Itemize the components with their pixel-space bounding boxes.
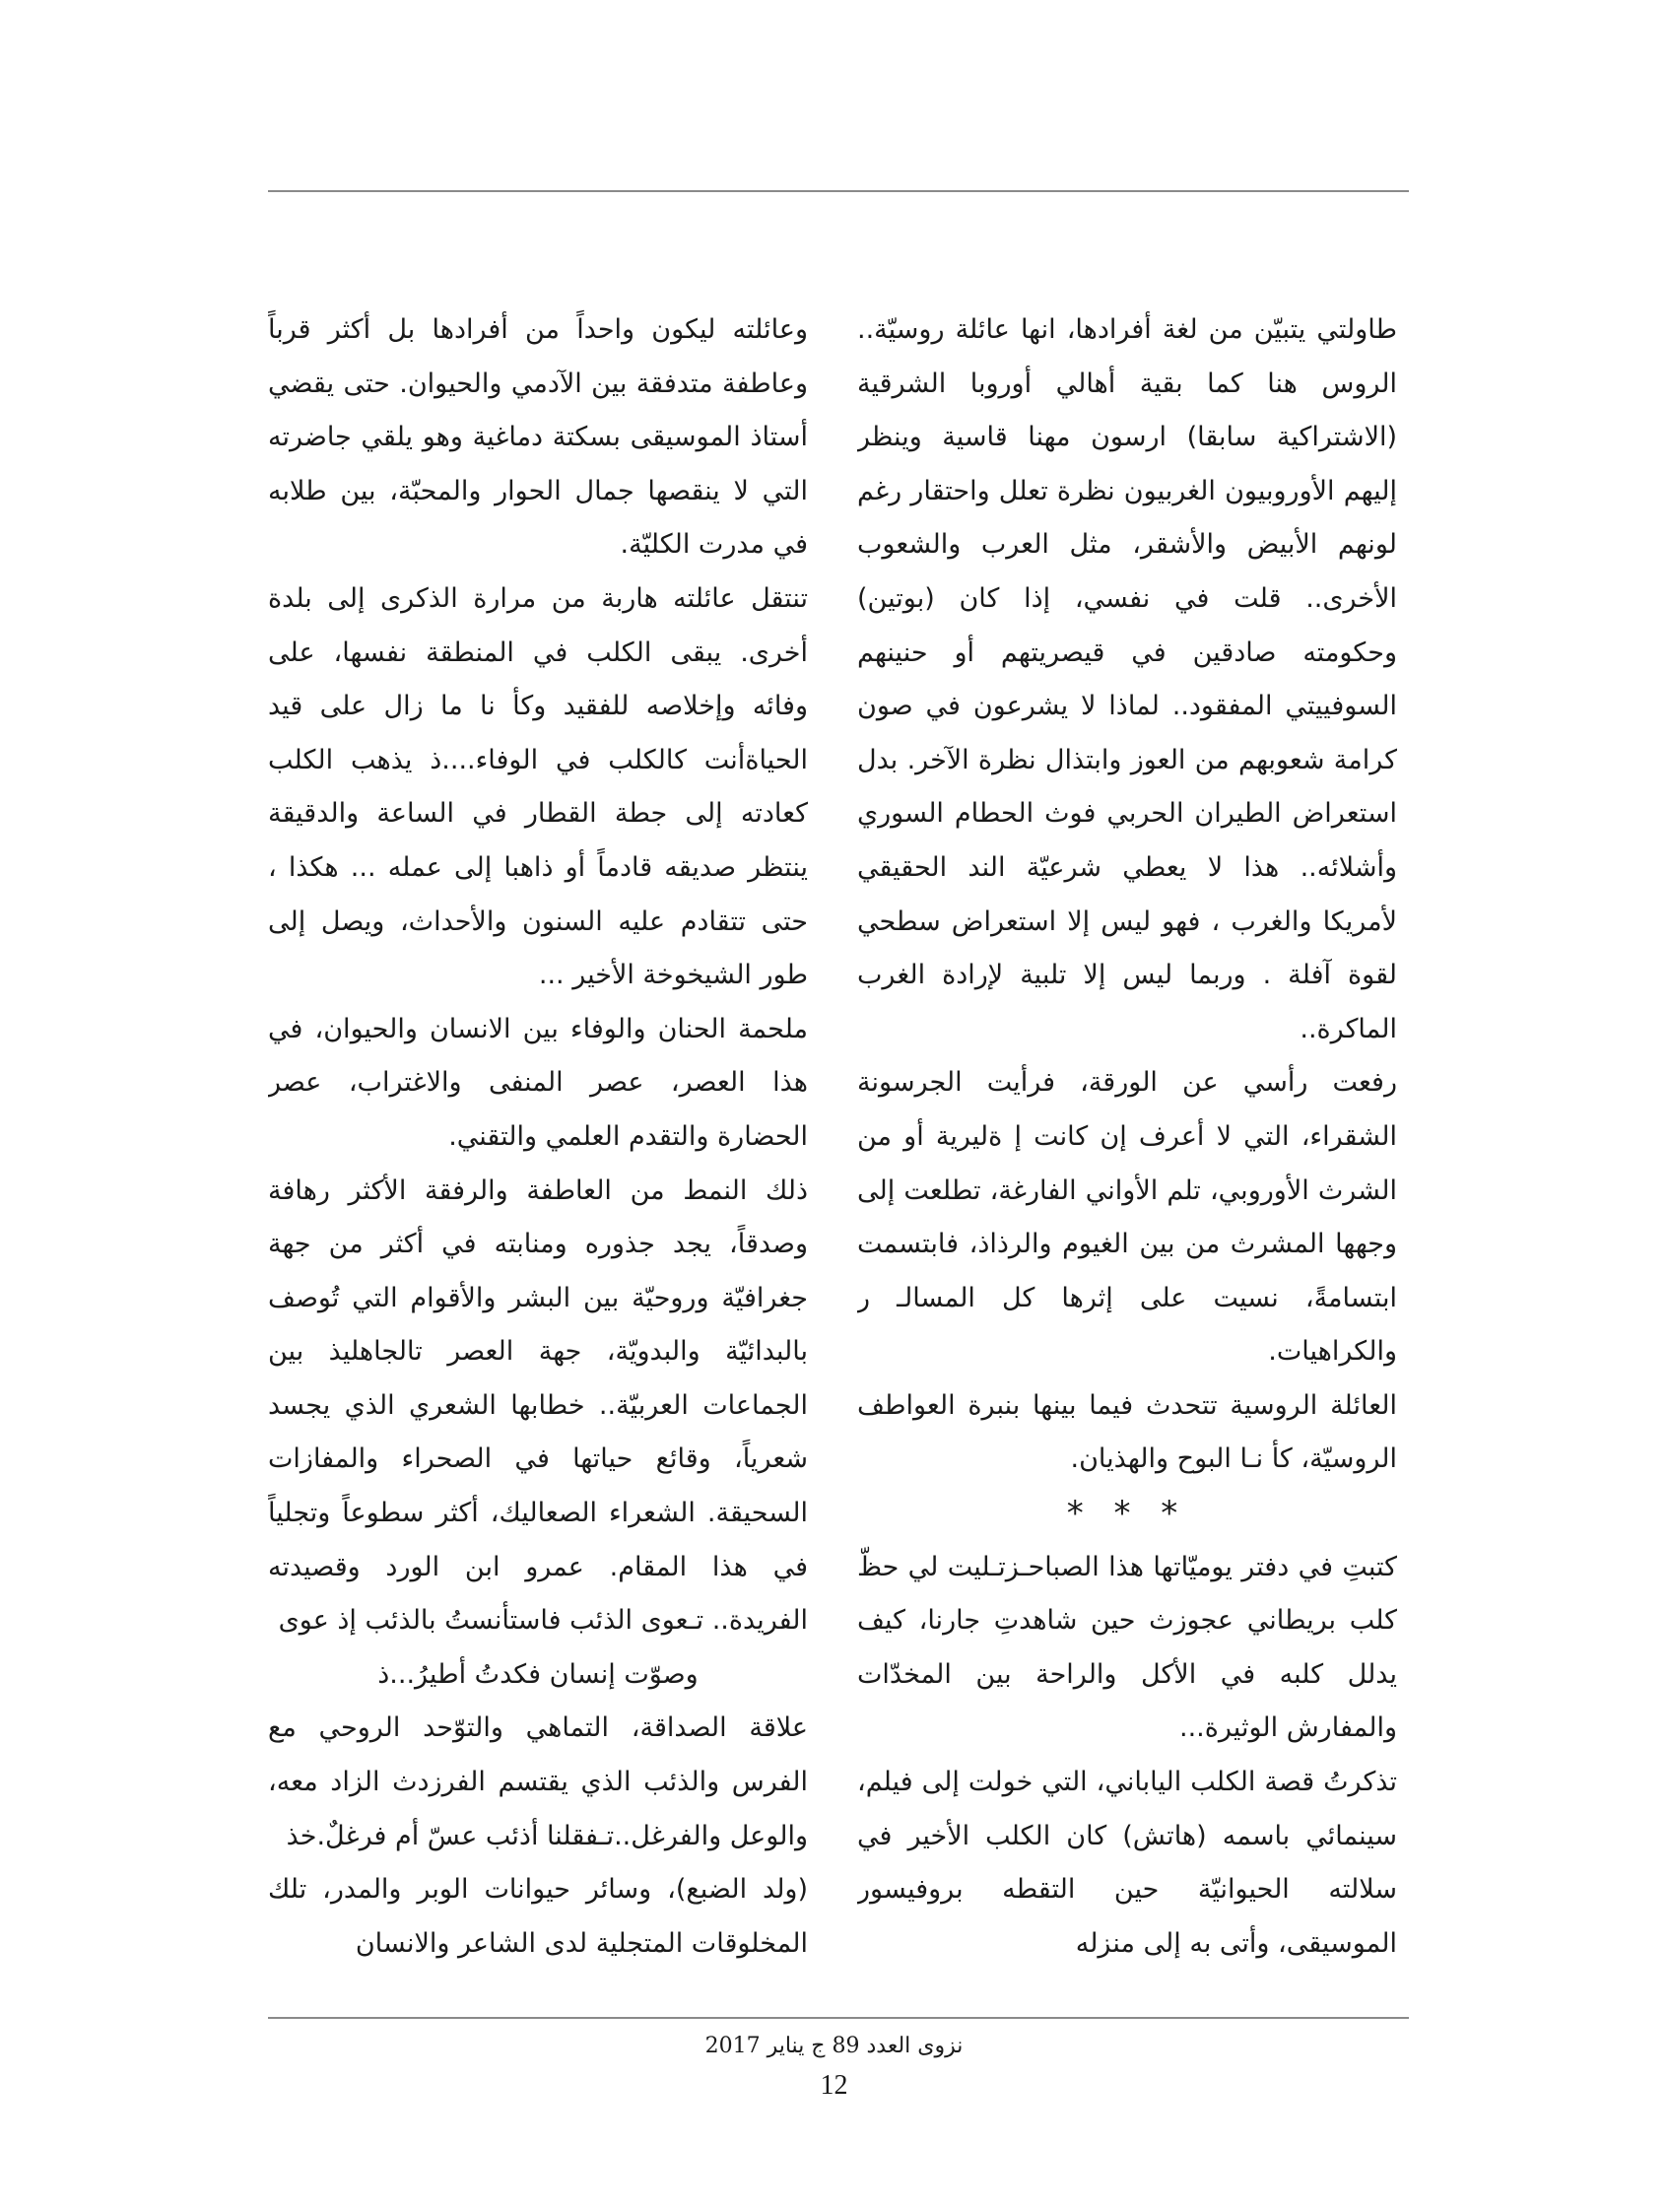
- section-separator: * * *: [1066, 1494, 1188, 1534]
- paragraph-right-2: رفعت رأسي عن الورقة، فرأيت الجرسونة الشقراء، التي لا أعرف إن كانت إ ةليرية أو من الشرث الأوروبي، تلم الأواني الفارغة، تطلعت إلى وجهها المشرث من بين الغيوم والرذاذ، فابتسمت ابتسامةً، نسيت على إثرها كل المسالـ ر والكراهيات.: [857, 1067, 1397, 1368]
- paragraph-right-5: تذكرتُ قصة الكلب الياباني، التي خولت إلى فيلم، سينمائي باسمه (هاتش) كان الكلب الأخير في سلالته الحيوانيّة حين التقطه بروفيسور الموسيقى، وأتى به إلى منزله: [857, 1767, 1397, 1959]
- footer-rule: [268, 2017, 1409, 2019]
- paragraph-left-2: تنتقل عائلته هاربة من مرارة الذكرى إلى بلدة أخرى. يبقى الكلب في المنطقة نفسها، على وفائه وإخلاصه للفقيد وكأ نا ما زال على قيد الحياةأنت كالكلب في الوفاء....ذ يذهب الكلب كعادته إلى جطة القطار في الساعة والدقيقة ينتظر صديقه قادماً أو ذاهبا إلى عمله ... هكذا ، حتى تتقادم عليه السنون والأحداث، ويصل إلى طور الشيخوخة الأخير ...: [268, 582, 808, 991]
- paragraph-right-3: العائلة الروسية تتحدث فيما بينها بنبرة العواطف الروسيّة، كأ نـا البوح والهذيان.: [857, 1389, 1397, 1475]
- footer-issue-line: نزوى العدد 89 ج يناير 2017: [704, 2034, 964, 2058]
- page-number: 12: [820, 2070, 848, 2101]
- header-rule: [268, 190, 1409, 192]
- paragraph-left-5: علاقة الصداقة، التماهي والتوّحد الروحي مع الفرس والذئب الذي يقتسم الفرزدث الزاد معه، والوعل والفرغل..تـفقلنا أذئب عسّ أم فرغلٌ.خذ: [268, 1712, 808, 1851]
- article-column-left: [268, 303, 808, 2010]
- paragraph-left-4: ذلك النمط من العاطفة والرفقة الأكثر رهافة وصدقاً، يجد جذوره ومنابته في أكثر من جهة جغرافيّة وروحيّة بين البشر والأقوام التي تُوصف بالبدائيّة والبدويّة، جهة العصر تالجاهليذ بين الجماعات العربيّة.. خطابها الشعري الذي يجسد شعرياً، وقائع حياتها في الصحراء والمفازات السحيقة. الشعراء الصعاليك، أكثر سطوعاً وتجلياً في هذا المقام. عمرو ابن الورد وقصيدته الفريدة.. تـعوى الذئب فاستأنستُ بالذئب إذ عوى: [268, 1174, 808, 1637]
- paragraph-left-6: (ولد الضبع)، وسائر حيوانات الوبر والمدر، تلك المخلوقات المتجلية لدى الشاعر والانسان: [268, 1874, 808, 1959]
- paragraph-right-1: طاولتي يتبيّن من لغة أفرادها، انها عائلة روسيّة.. الروس هنا كما بقية أهالي أوروبا الشرقية (الاشتراكية سابقا) ارسون مهنا قاسية وينظر إليهم الأوروبيون الغربيون نظرة تعلل واحتقار رغم لونهم الأبيض والأشقر، مثل العرب والشعوب الأخرى.. قلت في نفسي، إذا كان (بوتين) وحكومته صادقين في قيصريتهم أو حنينهم السوفييتي المفقود.. لماذا لا يشرعون في صون كرامة شعوبهم من العوز وابتذال نظرة الآخر. بدل استعراض الطيران الحربي فوث الحطام السوري وأشلائه.. هذا لا يعطي شرعيّة الند الحقيقي لأمريكا والغرب ، فهو ليس إلا استعراض سطحي لقوة آفلة . وربما ليس إلا تلبية لإرادة الغرب الماكرة..: [857, 314, 1397, 1044]
- paragraph-left-1: وعائلته ليكون واحداً من أفرادها بل أكثر قرباً وعاطفة متدفقة بين الآدمي والحيوان. حتى يقضي أستاذ الموسيقى بسكتة دماغية وهو يلقي جاضرته التي لا ينقصها جمال الحوار والمحبّة، بين طلابه في مدرت الكليّة.: [268, 314, 808, 561]
- paragraph-left-3: ملحمة الحنان والوفاء بين الانسان والحيوان، في هذا العصر، عصر المنفى والاغتراب، عصر الحضارة والتقدم العلمي والتقني.: [268, 1013, 808, 1152]
- paragraph-right-4: كتبتِ في دفتر يوميّاتها هذا الصباحـزتـليت لي حظّ كلب بريطاني عجوزث حين شاهدتِ جارنا، كيف يدلل كلبه في الأكل والراحة بين المخدّات والمفارش الوثيرة...: [857, 1551, 1397, 1744]
- article-column-right: [857, 303, 1397, 2010]
- poem-verse: وصوّت إنسان فكدتُ أطيرُ...ذ: [377, 1658, 699, 1690]
